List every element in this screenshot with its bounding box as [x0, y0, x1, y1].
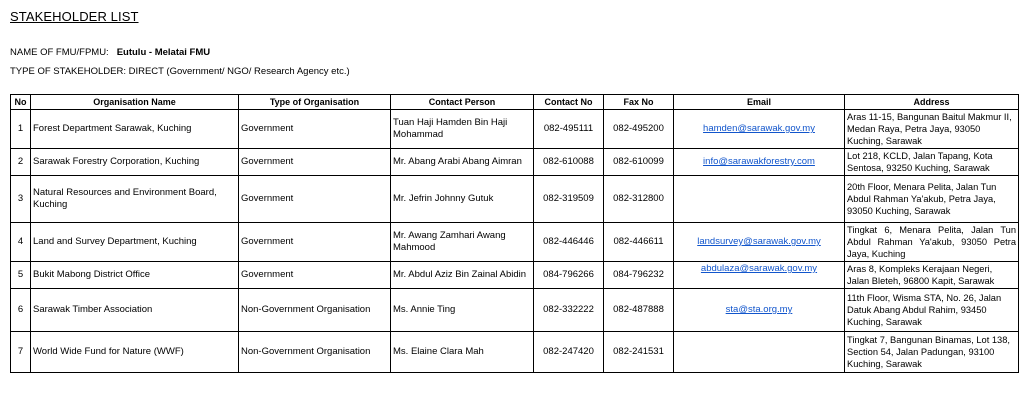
email-link[interactable]: hamden@sarawak.gov.my	[703, 123, 815, 134]
table-row	[11, 149, 1019, 176]
email-link[interactable]: landsurvey@sarawak.gov.my	[697, 236, 821, 247]
cell-email	[674, 110, 845, 149]
cell-no: 6	[11, 289, 31, 332]
email-link[interactable]: abdulaza@sarawak.gov.my	[700, 263, 818, 274]
table-row	[11, 289, 1019, 332]
cell-fax-no: 082-312800	[604, 176, 674, 223]
cell-address: Tingkat 6, Menara Pelita, Jalan Tun Abdul Rahman Ya'akub, 93050 Petra Jaya, Kuching	[845, 223, 1019, 262]
cell-contact-no: 084-796266	[534, 262, 604, 289]
cell-address: Tingkat 7, Bangunan Binamas, Lot 138, Section 54, Jalan Padungan, 93100 Kuching, Sarawak	[845, 332, 1019, 373]
cell-fax-no: 082-487888	[604, 289, 674, 332]
cell-no: 3	[11, 176, 31, 223]
cell-contact-person: Mr. Awang Zamhari Awang Mahmood	[391, 223, 534, 262]
cell-fax-no: 084-796232	[604, 262, 674, 289]
cell-contact-no: 082-319509	[534, 176, 604, 223]
stakeholder-type: TYPE OF STAKEHOLDER: DIRECT (Government/ NGO/ Research Agency etc.)	[10, 66, 350, 77]
page-title: STAKEHOLDER LIST	[10, 9, 139, 24]
table-row	[11, 176, 1019, 223]
cell-fax-no: 082-610099	[604, 149, 674, 176]
header-address: Address	[845, 95, 1019, 110]
cell-type: Government	[239, 176, 391, 223]
cell-contact-person: Tuan Haji Hamden Bin Haji Mohammad	[391, 110, 534, 149]
header-organisation-name: Organisation Name	[31, 95, 239, 110]
cell-contact-no: 082-332222	[534, 289, 604, 332]
cell-email	[674, 149, 845, 176]
header-fax-no: Fax No	[604, 95, 674, 110]
cell-fax-no: 082-241531	[604, 332, 674, 373]
cell-contact-no: 082-446446	[534, 223, 604, 262]
cell-type: Government	[239, 223, 391, 262]
cell-fax-no: 082-446611	[604, 223, 674, 262]
fmu-line	[10, 47, 210, 58]
cell-contact-no: 082-610088	[534, 149, 604, 176]
cell-type: Government	[239, 262, 391, 289]
cell-organisation: Sarawak Forestry Corporation, Kuching	[31, 149, 239, 176]
cell-organisation: Bukit Mabong District Office	[31, 262, 239, 289]
cell-email	[674, 332, 845, 373]
header-no: No	[11, 95, 31, 110]
cell-address: Lot 218, KCLD, Jalan Tapang, Kota Sentosa, 93250 Kuching, Sarawak	[845, 149, 1019, 176]
cell-address: Aras 11-15, Bangunan Baitul Makmur II, Medan Raya, Petra Jaya, 93050 Kuching, Sarawak	[845, 110, 1019, 149]
cell-type: Government	[239, 149, 391, 176]
header-contact-no: Contact No	[534, 95, 604, 110]
email-link[interactable]: info@sarawakforestry.com	[703, 156, 815, 167]
header-contact-person: Contact Person	[391, 95, 534, 110]
cell-contact-person: Ms. Elaine Clara Mah	[391, 332, 534, 373]
cell-contact-person: Mr. Abdul Aziz Bin Zainal Abidin	[391, 262, 534, 289]
cell-type: Government	[239, 110, 391, 149]
cell-no: 2	[11, 149, 31, 176]
table-header-row	[11, 95, 1019, 110]
cell-address: Aras 8, Kompleks Kerajaan Negeri, Jalan Bleteh, 96800 Kapit, Sarawak	[845, 262, 1019, 289]
cell-fax-no: 082-495200	[604, 110, 674, 149]
cell-address: 11th Floor, Wisma STA, No. 26, Jalan Datuk Abang Abdul Rahim, 93450 Kuching, Sarawak	[845, 289, 1019, 332]
cell-organisation: Sarawak Timber Association	[31, 289, 239, 332]
cell-type: Non-Government Organisation	[239, 332, 391, 373]
table-row	[11, 223, 1019, 262]
cell-type: Non-Government Organisation	[239, 289, 391, 332]
table-row	[11, 262, 1019, 289]
email-link[interactable]: sta@sta.org.my	[725, 304, 793, 315]
fmu-value: Eutulu - Melatai FMU	[116, 47, 211, 58]
cell-email	[674, 289, 845, 332]
cell-no: 1	[11, 110, 31, 149]
cell-email	[674, 262, 845, 289]
cell-email	[674, 223, 845, 262]
cell-contact-no: 082-247420	[534, 332, 604, 373]
stakeholder-table	[10, 94, 1019, 373]
header-email: Email	[674, 95, 845, 110]
cell-organisation: World Wide Fund for Nature (WWF)	[31, 332, 239, 373]
cell-organisation: Land and Survey Department, Kuching	[31, 223, 239, 262]
cell-no: 7	[11, 332, 31, 373]
table-row	[11, 332, 1019, 373]
cell-email	[674, 176, 845, 223]
cell-contact-person: Mr. Abang Arabi Abang Aimran	[391, 149, 534, 176]
cell-no: 4	[11, 223, 31, 262]
cell-contact-person: Mr. Jefrin Johnny Gutuk	[391, 176, 534, 223]
cell-address: 20th Floor, Menara Pelita, Jalan Tun Abdul Rahman Ya'akub, Petra Jaya, 93050 Kuching, Sarawak	[845, 176, 1019, 223]
cell-contact-no: 082-495111	[534, 110, 604, 149]
cell-organisation: Natural Resources and Environment Board, Kuching	[31, 176, 239, 223]
fmu-label: NAME OF FMU/FPMU:	[10, 47, 109, 58]
cell-organisation: Forest Department Sarawak, Kuching	[31, 110, 239, 149]
table-row	[11, 110, 1019, 149]
header-type-of-organisation: Type of Organisation	[239, 95, 391, 110]
cell-contact-person: Ms. Annie Ting	[391, 289, 534, 332]
cell-no: 5	[11, 262, 31, 289]
